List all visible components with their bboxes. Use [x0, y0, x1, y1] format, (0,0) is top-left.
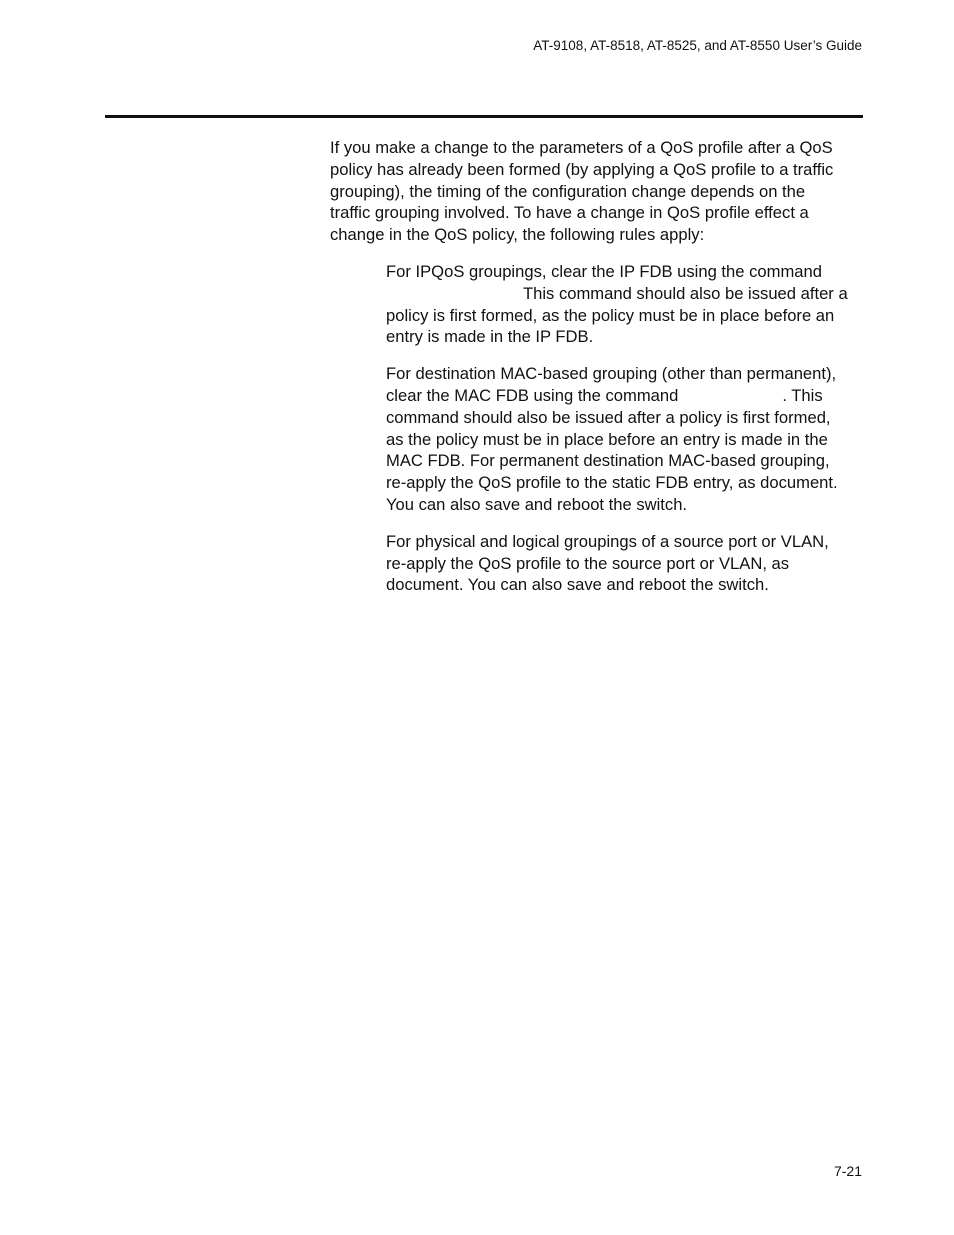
rule-line-with-gap — [386, 385, 866, 407]
rule-line: For IPQoS groupings, clear the IP FDB using the command — [386, 261, 822, 281]
rule-line: command should also be issued after a policy is first formed, — [386, 407, 831, 427]
rule-line: You can also save and reboot the switch. — [386, 494, 688, 514]
rule-line: re-apply the QoS profile to the source port or VLAN, as — [386, 553, 790, 573]
body-text — [330, 137, 866, 611]
rule-line-part: . This — [782, 385, 823, 405]
rule-line: re-apply the QoS profile to the static FDB entry, as document. — [386, 473, 838, 493]
running-header: AT-9108, AT-8518, AT-8525, and AT-8550 User’s Guide — [533, 38, 862, 53]
rules-list — [330, 261, 866, 596]
intro-line: change in the QoS policy, the following rules apply: — [330, 225, 705, 245]
rule-ipqos — [386, 261, 866, 348]
intro-line: grouping), the timing of the configuration change depends on the — [330, 181, 806, 201]
rule-line: policy is first formed, as the policy must be in place before an — [386, 305, 835, 325]
intro-paragraph — [330, 137, 866, 246]
rule-physical-logical — [386, 531, 866, 596]
rule-line: entry is made in the IP FDB. — [386, 327, 594, 347]
intro-line: policy has already been formed (by applying a QoS profile to a traffic — [330, 159, 834, 179]
rule-line: For destination MAC-based grouping (other than permanent), — [386, 364, 837, 384]
rule-line-part: clear the MAC FDB using the command — [386, 385, 679, 405]
rule-line: MAC FDB. For permanent destination MAC-based grouping, — [386, 451, 830, 471]
rule-line: This command should also be issued after a — [523, 283, 848, 303]
intro-line: If you make a change to the parameters of a QoS profile after a QoS — [330, 138, 833, 157]
rule-line: document. You can also save and reboot the switch. — [386, 575, 769, 595]
rule-line: For physical and logical groupings of a source port or VLAN, — [386, 531, 829, 551]
page-number: 7-21 — [833, 1163, 862, 1179]
intro-line: traffic grouping involved. To have a change in QoS profile effect a — [330, 203, 809, 223]
rule-line: as the policy must be in place before an entry is made in the — [386, 429, 828, 449]
rule-destination-mac — [386, 363, 866, 516]
header-rule — [105, 115, 863, 118]
